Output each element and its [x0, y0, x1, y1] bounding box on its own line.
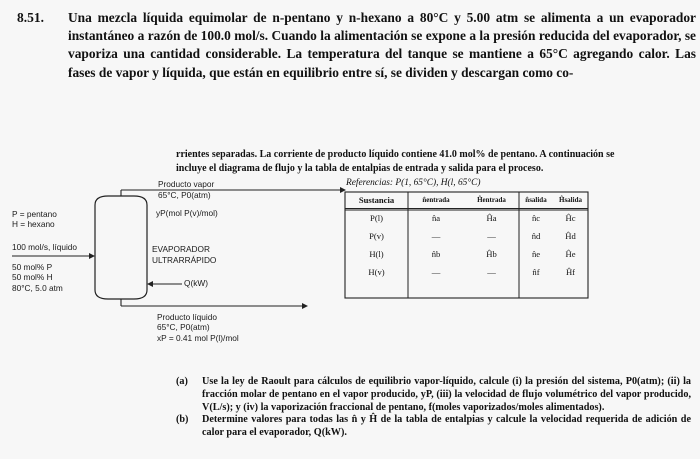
table-cell: Ĥe	[565, 249, 576, 259]
question-tag: (a)	[176, 376, 188, 387]
col-substance: Sustancia	[345, 192, 408, 209]
table-cell: Ĥd	[565, 231, 576, 241]
table-row	[345, 227, 588, 245]
table-cell: n̂e	[531, 249, 541, 259]
table-cell: H(v)	[368, 267, 385, 277]
table-references: Referencias: P(1, 65°C), H(l, 65°C)	[346, 178, 481, 188]
evaporator-label-1: EVAPORADOR	[152, 244, 210, 254]
table-cell: —	[487, 231, 496, 241]
col-h-out: Ĥsalida	[553, 192, 588, 209]
questions	[176, 376, 691, 440]
vapor-conditions-label: 65°C, P0(atm)	[158, 190, 211, 200]
table-cell: n̂a	[431, 213, 441, 223]
liquid-conditions-label: 65°C, P0(atm)	[157, 322, 210, 332]
problem-statement: Una mezcla líquida equimolar de n-pentano y n-hexano a 80°C y 5.00 atm se alimenta a un evaporador instantáneo a razón de 100.0 mol/s. Cuando la alimentación se expone a la presión reducida del evaporador, se vaporiza una cantidad considerable. La temperatura del tanque se mantiene a 65°C agregando calor. Las fases de vapor y líquida, que están en equilibrio entre sí, se dividen y descargan como co-	[68, 10, 696, 80]
feed-hexane-label: 50 mol% H	[12, 272, 53, 282]
table-cell: —	[487, 267, 496, 277]
table-cell: —	[431, 267, 441, 277]
table-cell: Ĥa	[486, 213, 497, 223]
problem-number: 8.51.	[17, 10, 44, 25]
liquid-fraction-label: xP = 0.41 mol P(l)/mol	[157, 333, 239, 343]
question-tag: (b)	[176, 414, 189, 426]
continuation-line-2: incluye el diagrama de flujo y la tabla de entalpias de entrada y salida para el proceso.	[176, 163, 544, 174]
table-cell: n̂d	[531, 231, 541, 241]
table-row	[345, 263, 588, 281]
question-a	[176, 376, 691, 414]
legend-pentane: P = pentano	[12, 209, 57, 219]
feed-rate-label: 100 mol/s, líquido	[12, 242, 78, 252]
table-cell: —	[431, 231, 441, 241]
heat-label: Q(kW)	[184, 278, 208, 288]
table-cell: Ĥf	[565, 267, 576, 277]
vapor-product-label: Producto vapor	[158, 179, 215, 189]
feed-pentane-label: 50 mol% P	[12, 262, 53, 272]
table-cell: n̂b	[431, 249, 441, 259]
vapor-fraction-label: yP(mol P(v)/mol)	[156, 208, 218, 218]
question-text: Use la ley de Raoult para cálculos de equilibrio vapor-líquido, calcule (i) la presión del sistema, P0(atm); (ii) la fracción molar de pentano en el vapor producido, yP, (iii) la velocidad de flujo volumétrico del vapor producido, V(L/s); y (iv) la vaporización fraccional de pentano, f(moles vaporizados/moles alimentados).	[202, 376, 691, 413]
legend-hexane: H = hexano	[12, 219, 55, 229]
table-cell: P(l)	[370, 213, 383, 223]
question-text: Determine valores para todas las n̂ y Ĥ de la tabla de entalpias y calcule la velocidad requerida de adición de calor para el evaporador, Q(kW).	[202, 414, 691, 439]
liquid-product-label: Producto líquido	[157, 312, 217, 322]
col-n-out: n̂salida	[519, 192, 553, 209]
table-cell: n̂f	[532, 267, 540, 277]
evaporator-vessel	[95, 196, 147, 299]
table-cell: Ĥb	[486, 249, 497, 259]
evaporator-label-2: ULTRARRÁPIDO	[152, 255, 217, 265]
table-row	[345, 209, 588, 228]
question-b	[176, 414, 691, 440]
table-cell: Ĥc	[565, 213, 576, 223]
table-cell: n̂c	[531, 213, 541, 223]
continuation-line-1: rrientes separadas. La corriente de producto líquido contiene 41.0 mol% de pentano. A continuación se	[176, 149, 615, 160]
table-cell: H(l)	[369, 249, 384, 259]
col-n-in: n̂entrada	[408, 192, 464, 209]
table-cell: P(v)	[369, 231, 384, 241]
feed-conditions-label: 80°C, 5.0 atm	[12, 283, 63, 293]
table-row	[345, 245, 588, 263]
enthalpy-table	[345, 192, 588, 281]
col-h-in: Ĥentrada	[464, 192, 519, 209]
